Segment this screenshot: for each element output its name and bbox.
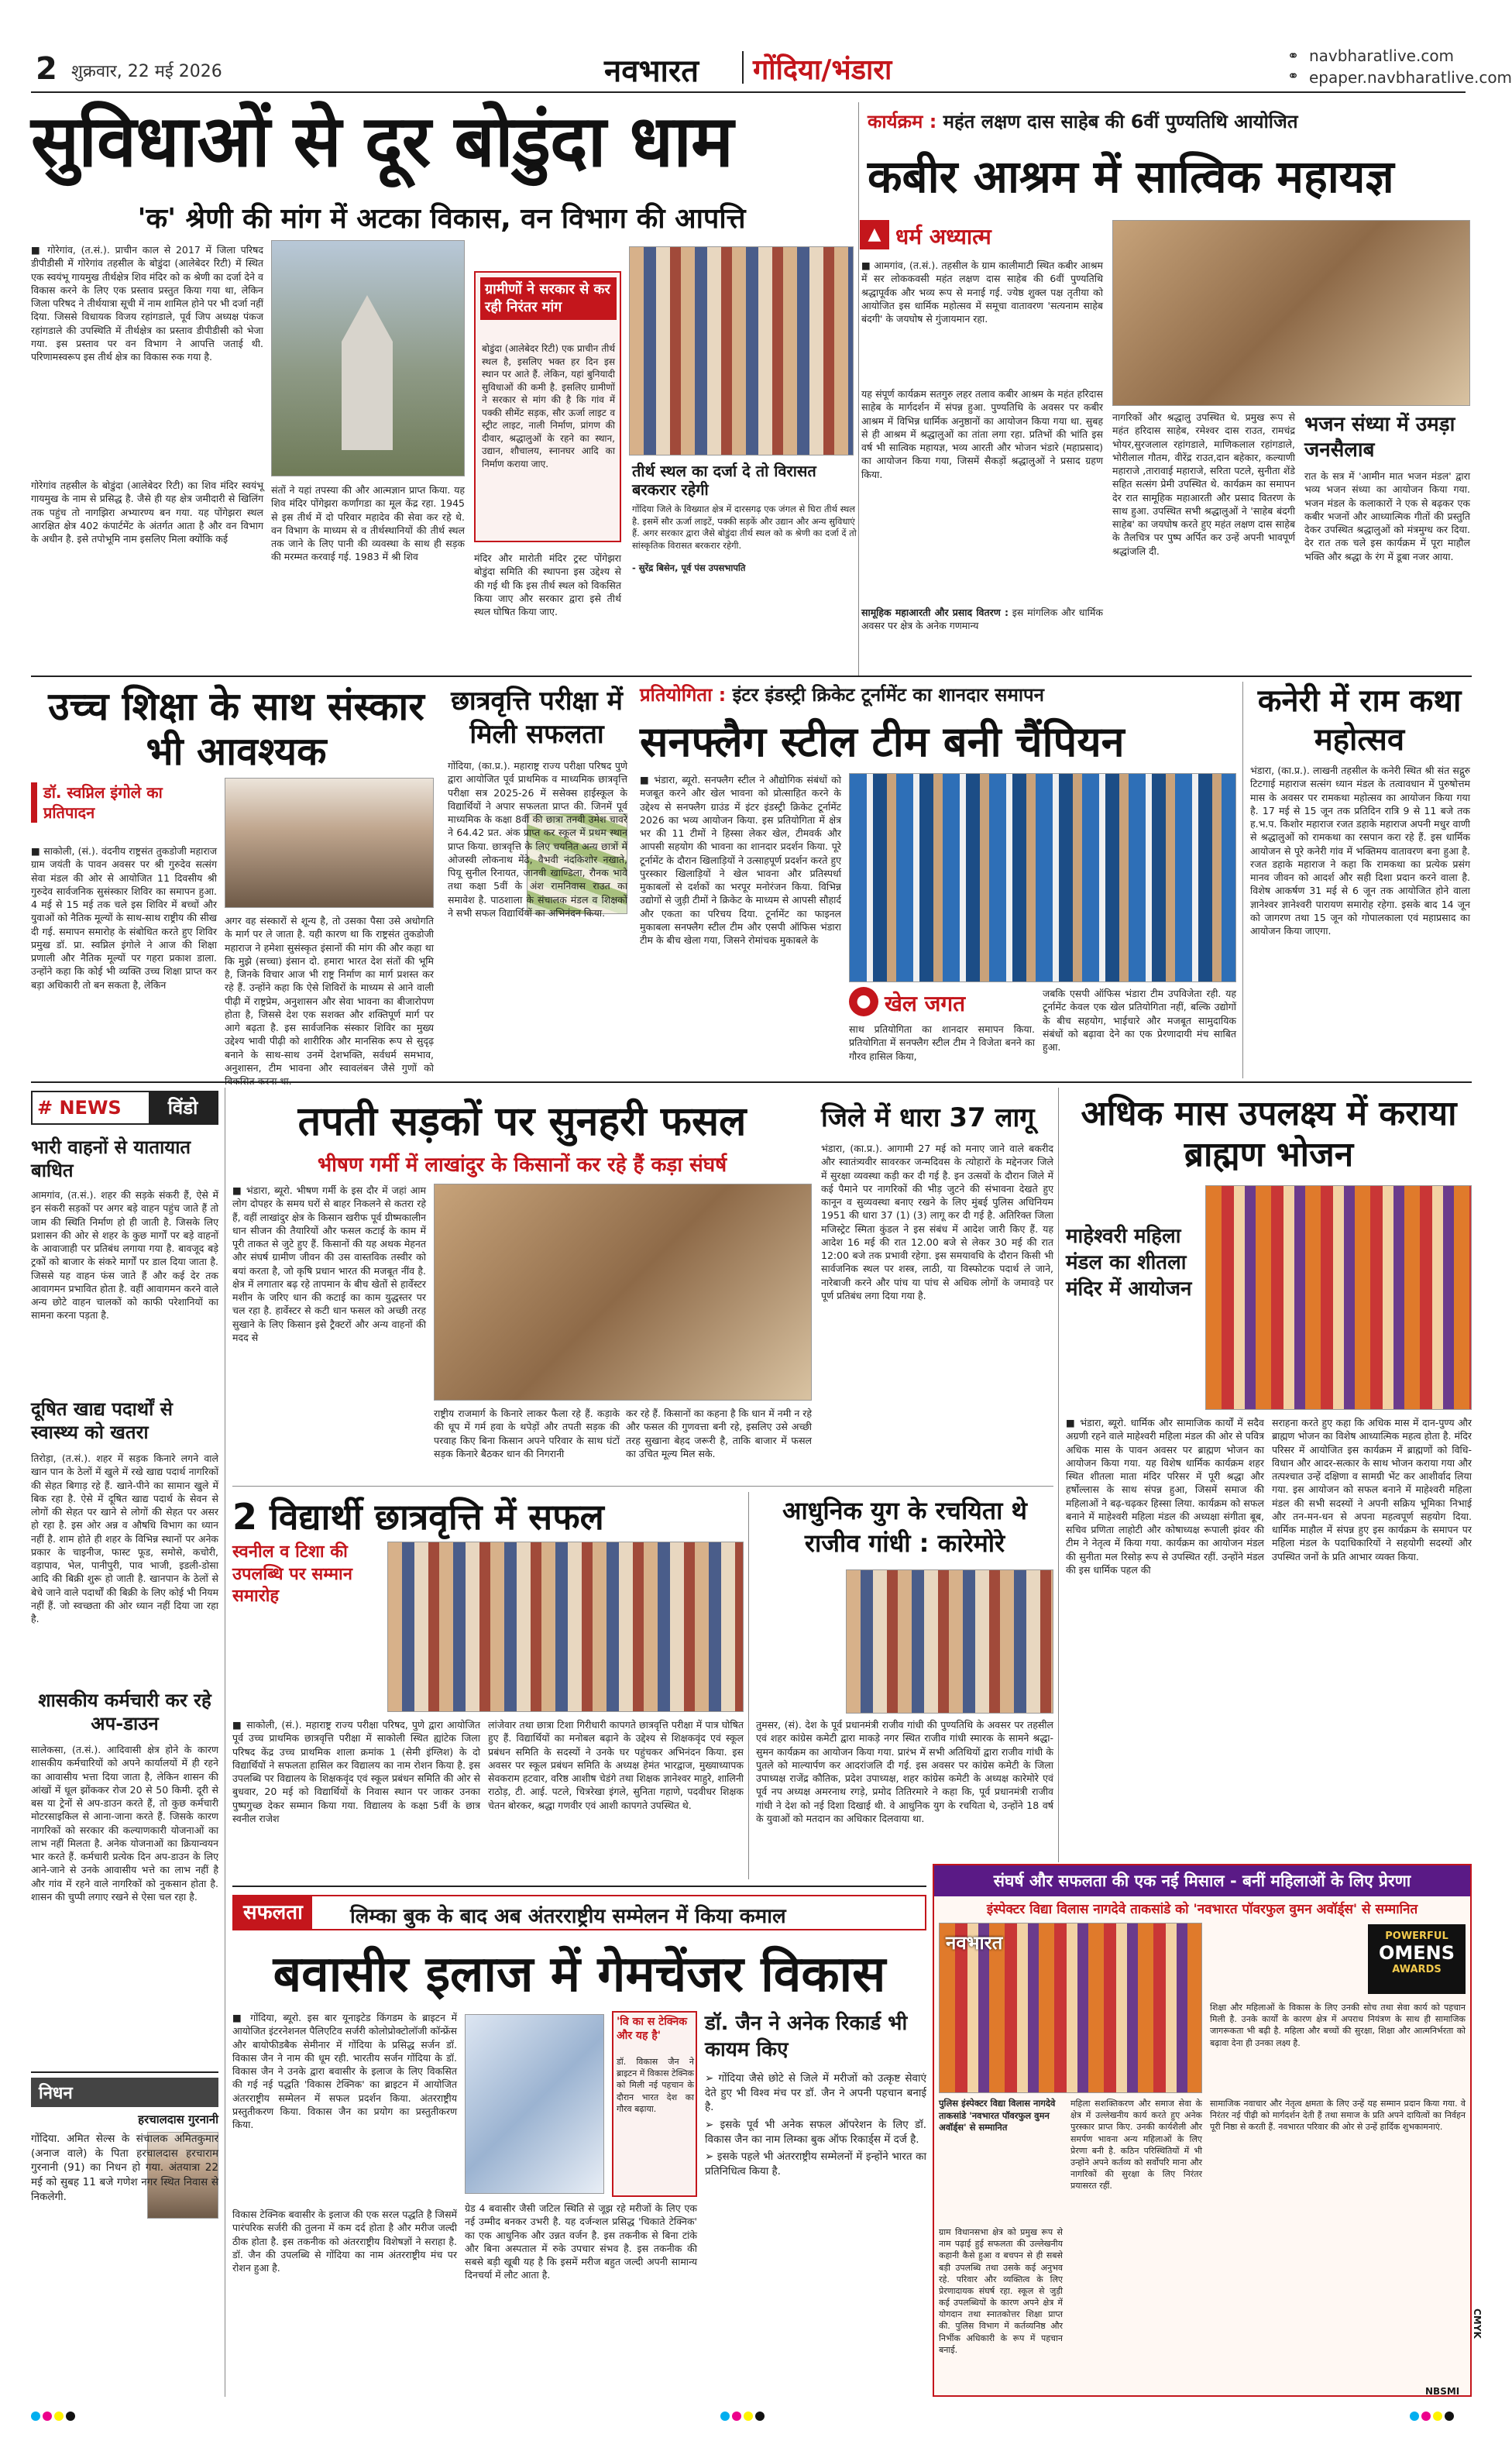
kabir-body-1: ■ आमगांव, (त.सं.). तहसील के ग्राम कालीमाटी स्थित कबीर आश्रम में सर लोककवसी महंत लक्षण दास साहेब की 6वीं पुण्यतिथि श्रद्धापूर्वक और भव्य रूप से मनाई गई. ज्येष्ठ शुक्ल पक्ष तृतीया को आयोजित इस धार्मिक महोत्सव में समूचा वातावरण 'सत्यनाम साहेब बंदगी' के जयघोष से गुंजायमान रहा.	[861, 260, 1103, 325]
epaper-url[interactable]: epaper.navbharatlive.com	[1309, 68, 1512, 87]
award-headline: इंस्पेक्टर विद्या विलास नागदेवे ताकसांडे को 'नवभारत पॉवरफुल वुमन अवॉर्ड्स' से सम्मानित	[986, 1902, 1418, 1917]
news-b2: तिरोड़ा, (त.सं.). शहर में सड़क किनारे लगने वाले खान पान के ठेलों में खुले में रखे खाद्य पदार्थ नागरिकों की सेहत बिगाड़ रहे हैं. खाने-पीने का सामान खुले में बिक रहा है. ऐसे में दूषित खाद्य पदार्थ के सेवन से लोगों की सेहत पर खाने से लोगों की सेहत पर असर हो रहा है. इस ओर अन्न व औषधि विभाग का ध्यान नहीं है. शाम होते ही शहर के विभिन्न स्थानों पर अनेक प्रकार के चाइनीज, फास्ट फूड, समोसे, कचोरी, वड़ापाव, भेल, पानीपुरी, पाव भाजी, इडली-डोसा आदि की बिक्री शुरू हो जाती है. खानपान के ठेलों से बेचे जाने वाले पदार्थों की बिक्री के लिए कोई भी नियम नहीं हैं. जो स्वच्छता की ओर ध्यान नहीं दिया जा रहा है.	[31, 1452, 218, 1624]
cricket-body-2: जबकि एसपी ऑफिस भंडारा टीम उपविजेता रही. यह टूर्नामेंट केवल एक खेल प्रतियोगिता नहीं, बल्कि उद्योगों के बीच सहयोग, भाईचारे और मजबूत सामुदायिक संबंधों को बढ़ावा देने का एक प्रेरणादायी मंच साबित हुआ.	[1043, 988, 1236, 1053]
photo-caption-credit: - सुरेंद्र बिसेन, पूर्व पंस उपसभापति	[632, 562, 746, 573]
lead-body-1: ■ गोरेगांव, (त.सं.). प्राचीन काल से 2017 में जिला परिषद डीपीडीसी में गोरेगांव तहसील के बोडुंदा (आलेबेदर रिटी) में स्थित एक स्वयंभू गायमुख तीर्थक्षेत्र शिव मंदिर को क श्रेणी का दर्जा देने व विकास करने के लिए एक प्रस्ताव प्रस्तुत किया गया था, लेकिन जिला परिषद ने तीर्थयात्रा सूची में नाम शामिल होने पर भी दर्जा नहीं दिया. जिससे विधायक विजय रहांगडाले, पूर्व जिप अध्यक्ष पंकज रहांगडाले की उपस्थिति में तीर्थक्षेत्र का प्रस्ताव डीपीडीसी को भेजा गया. इस प्रस्ताव पर वन विभाग ने आपत्ति जताई थी. परिणामस्वरूप इस तीर्थ क्षेत्र का विकास रुक गया है.	[31, 244, 263, 363]
shiksha-headline: उच्च शिक्षा के साथ संस्कार भी आवश्यक	[48, 684, 424, 774]
kabir-headline: कबीर आश्रम में सात्विक महायज्ञ	[868, 150, 1394, 203]
record-text-2: इसके पूर्व भी अनेक सफल ऑपरेशन के लिए डॉ. विकास जैन का नाम लिम्का बुक ऑफ रिकार्ड्स में दर्ज है.	[705, 2118, 926, 2146]
harvest-body-2: राष्ट्रीय राजमार्ग के किनारे लाकर फैला रहे हैं. कड़ाके की धूप में गर्म हवा के थपेड़ों और तपती सड़क की परवाह किए बिना किसान अपने परिवार के साथ घंटों सड़क किनारे बैठकर धान की निगरानी	[434, 1408, 620, 1459]
obituary-box	[31, 2071, 218, 2381]
records-title: डॉ. जैन ने अनेक रिकार्ड भी कायम किए	[705, 2012, 908, 2061]
harvest-body-1: ■ भंडारा, ब्यूरो. भीषण गर्मी के इस दौर में जहां आम लोग दोपहर के समय घरों से बाहर निकलने से कतरा रहे हैं, वहीं लाखांदुर क्षेत्र के किसान खरीफ पूर्व ग्रीष्मकालीन धान सीजन की तैयारियों और फसल कटाई के काम में पूरी ताकत से जुटे हुए हैं. किसानों की यह अथक मेहनत और संघर्ष ग्रामीण जीवन की उस वास्तविक तस्वीर को बयां करता है, जो कृषि प्रधान भारत की मजबूत नींव है. क्षेत्र में लगातार बढ़ रहे तापमान के बीच खेतों से हार्वेस्टर मशीन के जरिए धान की कटाई का काम युद्धस्तर पर चल रहा है. हार्वेस्टर से कटी धान फसल को अच्छी तरह सुखाने के लिए किसान इसे ट्रैक्टरों और अन्य वाहनों की मदद से	[232, 1184, 426, 1343]
students-body-2: लांजेवार तथा छात्रा टिशा गिरीधारी कापगते छात्रवृत्ति परीक्षा में पात्र घोषित हुए हैं. विद्यार्थियों का मनोबल बढ़ाने के उद्देश्य से शिक्षकवृंद एवं स्कूल प्रबंधन समिति के सदस्यों ने उनके घर पहुंचकर अभिनंदन किया. इस अवसर पर स्कूल प्रबंधन समिति के अध्यक्ष हेमंत भारद्वाज, मुख्याध्यापक सेवकराम हटवार, वरिष्ठ आशीष चेडंगे तथा शिक्षक ज्ञानेश्वर माहुरे, शालिनी राठोड़, टी. आई. पटले, चित्ररेखा इंगले, सुनिता गहाणे, पदवीधर शिक्षक चेतन बोरकर, श्रद्धा गणवीर एवं आशी कापगते उपस्थित थे.	[488, 1719, 744, 1811]
row-rule-1	[31, 676, 1472, 677]
kabir-body-3-text: इस मांगलिक और धार्मिक अवसर पर क्षेत्र के अनेक गणमान्य	[861, 607, 1103, 632]
harvest-body-3: कर रहे हैं. किसानों का कहना है कि धान में नमी न रहे और फसल की गुणवत्ता बनी रहे, इसलिए उसे अच्छी तरह सुखाना बेहद जरूरी है, ताकि बाजार में फसल का उचित मूल्य मिल सके.	[626, 1408, 812, 1459]
black-dot	[66, 2412, 75, 2421]
record-text-3: इसके पहले भी अंतरराष्ट्रीय सम्मेलनों में इन्होंने भारत का प्रतिनिधित्व किया है.	[705, 2150, 926, 2178]
kabir-kicker	[868, 108, 1472, 134]
rajiv-headline: आधुनिक युग के रचयिता थे राजीव गांधी : कारेमोरे	[782, 1496, 1027, 1558]
record-item-1: ➢ गोंदिया जैसे छोटे से जिले में मरीजों को उत्कृष्ट सेवाएं देते हुए भी विश्व मंच पर डॉ. जैन ने अपनी पहचान बनाई है.	[705, 2072, 927, 2114]
award-banner: संघर्ष और सफलता की एक नई मिसाल - बनीं महिलाओं के लिए प्रेरणा	[934, 1865, 1470, 1896]
news-h1: भारी वाहनों से यातायात बाधित	[31, 1136, 191, 1181]
cricket-kicker	[640, 682, 1236, 707]
khel-section-tag	[849, 987, 1019, 1018]
team-photo	[849, 773, 1236, 982]
cyan-dot	[1410, 2412, 1419, 2421]
magenta-dot	[732, 2412, 741, 2421]
page-number: 2	[36, 51, 57, 87]
technique-box-title: 'वि का स टेक्निक और यह है'	[617, 2016, 688, 2042]
section37-body: भंडारा, (का.प्र.). आगामी 27 मई को मनाए जाने वाले बकरीद और स्वातंत्र्यवीर सावरकर जन्मदिवस के त्योहारों के मद्देनजर जिले में सुरक्षा व्यवस्था कड़ी कर दी गई है. इन उत्सवों के दौरान जिले में कई पैमाने पर नागरिकों की भीड़ जुटने की संभावना देखते हुए कानून व सुव्यवस्था बनाए रखने के लिए मुंबई पुलिस अधिनियम 1951 की धारा 37 (1) (3) लागू कर दी गई है. अतिरिक्त जिला मजिस्ट्रेट स्मिता कुंडल ने इस संबंध में आदेश जारी किए हैं. यह आदेश 16 मई की रात 12.00 बजे से लेकर 30 मई की रात 12:00 बजे तक प्रभावी रहेगा. इस समयावधि के दौरान किसी भी सार्वजनिक स्थल पर शस्त्र, लाठी, या विस्फोटक पदार्थ ले जाने, नारेबाजी करने और पांच या पांच से अधिक लोगों के जमावड़े पर पूर्ण प्रतिबंध लगा दिया गया है.	[821, 1143, 1053, 1301]
col-rule	[858, 102, 859, 676]
black-dot	[1445, 2412, 1454, 2421]
students-photo	[387, 1542, 744, 1712]
yellow-dot	[54, 2412, 64, 2421]
records-list	[705, 2071, 926, 2381]
bawasir-tag: सफलता	[234, 1896, 312, 1929]
photo-caption-title: तीर्थ स्थल का दर्जा दे तो विरासत बरकरार रहेगी	[632, 462, 816, 499]
rajiv-body: तुमसर, (सं). देश के पूर्व प्रधानमंत्री राजीव गांधी की पुण्यतिथि के अवसर पर तहसील एवं शहर कांग्रेस कमेटी द्वारा माकड़े नगर स्थित राजीव गांधी स्मारक के सामने श्रद्धा-सुमन कार्यक्रम का आयोजन किया गया. प्रारंभ में सभी अतिथियों द्वारा राजीव गांधी के पुतले को माल्यार्पण कर आदरांजलि दी गई. इस अवसर पर कांग्रेस कमेटी के जिला उपाध्यक्ष राजेंद्र कौतिक, प्रदेश उपाध्यक्ष, शहर कांग्रेस कमेटी के अध्यक्ष कारेमोरे एवं पूर्व नप अध्यक्ष अमरनाथ रगड़े, प्रमोद तितिरमारे ने कहा कि, पूर्व प्रधानमंत्री राजीव गांधी ने देश को नई दिशा दिखाई थी. वे आधुनिक युग के रचयिता थे, उन्होंने 18 वर्ष के युवाओं को मतदान का अधिकार दिलवाया था.	[756, 1719, 1053, 1824]
rajiv-photo	[846, 1569, 1053, 1714]
bhajan-title: भजन संध्या में उमड़ा जनसैलाब	[1304, 413, 1455, 462]
registration-dots-left	[31, 2409, 77, 2424]
students-body-1: ■ साकोली, (सं.). महाराष्ट्र राज्य परीक्षा परिषद, पुणे द्वारा आयोजित पूर्व उच्च प्राथमिक छात्रवृत्ति परीक्षा में साकोली स्थित ह्यांटेक जिला परिषद केंद्र उच्च प्राथमिक शाला क्रमांक 1 (सेमी इंग्लिश) के दो विद्यार्थियों ने सफलता हासिल कर विद्यालय का नाम रोशन किया है. इस उपलब्धि पर विद्यालय के शिक्षकवृंद एवं स्कूल प्रबंधन समिति की ओर से बुधवार, 20 मई को विद्यार्थियों के निवास स्थान पर जाकर उनका पुष्पगुच्छ देकर सम्मान किया गया. विद्यालय के कक्षा 5वीं के छात्र स्वनील राजेश	[232, 1719, 480, 1824]
epaper-icon: ⚭	[1287, 68, 1300, 84]
brahman-headline: अधिक मास उपलक्ष्य में कराया ब्राह्मण भोजन	[1081, 1094, 1457, 1174]
speaker-photo	[225, 778, 434, 908]
globe-icon: ⚭	[1287, 48, 1300, 64]
lead-body-3: संतों ने यहां तपस्या की और आत्मज्ञान प्राप्त किया. यह शिव मंदिर पोंगेझरा कर्णांगडा का मूल केंद्र रहा. 1945 से इस तीर्थ में दो परिवार महादेव की सेवा कर रहे थे. वन विभाग के माध्यम से व तीर्थस्थानियों की तीर्थ स्थल तक जाने के लिए पानी की व्यवस्था के साथ ही सड़क की मरम्मत करवाई गई. 1983 में श्री शिव	[271, 484, 465, 563]
ramkatha-headline: कनेरी में राम कथा महोत्सव	[1257, 683, 1462, 758]
masthead	[31, 40, 1512, 93]
award-logo	[1368, 1924, 1466, 1994]
site-url[interactable]: navbharatlive.com	[1309, 46, 1455, 65]
obituary-text: गोंदिया. अमित सेल्स के संचालक अमितकुमार (अनाज वाले) के पिता हरचालदास हरचाराम गुरनानी (91) का निधन हो गया. अंतयात्रा 22 मई को सुबह 11 बजे गणेश नगर स्थित निवास से निकलेगी.	[31, 2133, 218, 2203]
section37-headline: जिले में धारा 37 लागू	[821, 1102, 1035, 1133]
news-label: # NEWS	[37, 1097, 122, 1119]
temple-shape	[325, 295, 410, 450]
kabir-body-4: नागरिकों और श्रद्धालु उपस्थित थे. प्रमुख रूप से महंत हरिदास साहेब, रमेश्वर दास राउत, रामचंद्र भोयर,सुरजलाल रहांगडाले, माणिकलाल रहांगडाले, भोरीलाल गौतम, वीरेंद्र राउत,दान बहेकार, कल्याणी महाराजे ,तारावाई महाराजे, सरिता पटले, सुनीता शेंडे सहित सत्संग प्रेमी उपस्थित थे. कार्यक्रम का समापन देर रात सामूहिक महाआरती और प्रसाद वितरण के साथ हुआ. उपस्थित सभी श्रद्धालुओं ने 'साहेब बंदगी साहेब' का जयघोष करते हुए महंत लक्षण दास साहेब के तैलचित्र पर पुष्प अर्पित कर उन्हें अपनी भावपूर्ण श्रद्धांजलि दी.	[1112, 411, 1295, 557]
obituary-name: हरचालदास गुरनानी	[138, 2113, 218, 2126]
record-item-3: ➢ इसके पहले भी अंतरराष्ट्रीय सम्मेलनों में इन्होंने भारत का प्रतिनिधित्व किया है.	[705, 2150, 926, 2178]
harvest-photo	[434, 1184, 812, 1401]
brahman-body-2: सराहना करते हुए कहा कि अधिक मास में दान-पुण्य और ब्राह्मण भोजन का विशेष आध्यात्मिक महत्व होता है. मंदिर परिसर में आयोजित इस कार्यक्रम में ब्राह्मणों को विधि-विधान और आदर-सत्कार के साथ भोजन कराया गया और तत्पश्चात उन्हें दक्षिणा व सामग्री भेंट कर आशीर्वाद लिया गया. इस आयोजन को सफल बनाने में माहेश्वरी महिला मंडल की सभी सदस्यों ने अपनी सक्रिय भूमिका निभाई और तन-मन-धन से अपना महत्वपूर्ण सहयोग दिया. धार्मिक माहौल में संपन्न हुए इस कार्यक्रम के समापन पर महिला मंडल के पदाधिकारियों ने सहयोगी सदस्यों और उपस्थित जनों के प्रति आभार व्यक्त किया.	[1272, 1417, 1472, 1562]
dharm-section-label: धर्म अध्यात्म	[895, 224, 991, 249]
magenta-dot	[43, 2412, 52, 2421]
yellow-dot	[744, 2412, 753, 2421]
row-rule-4	[232, 1886, 926, 1887]
row-rule-2	[31, 1081, 1472, 1083]
window-label: विंडो	[149, 1092, 217, 1123]
kabir-body-3-label: सामूहिक महाआरती और प्रसाद वितरण :	[861, 607, 1009, 618]
bawasir-body-1: ■ गोंदिया, ब्यूरो. इस बार यूनाइटेड किंगडम के ब्राइटन में आयोजित इंटरनेशनल पैलिएटिव सर्जरी कोलोप्रोक्टोलॉजी कॉन्फ्रेंस और बायोफीडबैक सेमीनार में गोंदिया के प्रसिद्ध सर्जन डॉ. विकास जैन ने नाम की धूम रही. भारतीय सर्जन गोंदिया के डॉ. विकास जैन ने उनके द्वारा बवासीर के इलाज के लिए विकसित की गई नई पद्धति 'विकास टेक्निक' का ब्राइटन में आयोजित अंतरराष्ट्रीय सम्मेलन में सफल प्रदर्शन किया. अंतरराष्ट्रीय प्रस्तुतीकरण किया. विकास जैन का प्रयोग का प्रस्तुतीकरण किया.	[232, 2012, 457, 2130]
bhajan-text: रात के सत्र में 'आमीन मात भजन मंडल' द्वारा भव्य भजन संध्या का आयोजन किया गया. भजन मंडल के कलाकारों ने एक से बढ़कर एक कबीर भजनों और आध्यात्मिक गीतों की प्रस्तुति देकर उपस्थित श्रद्धालुओं को मंत्रमुग्ध कर दिया. देर रात तक चले इस कार्यक्रम में पूरा माहौल भक्ति और श्रद्धा के रंग में डूबा नजर आया.	[1304, 470, 1470, 562]
students-headline: 2 विद्यार्थी छात्रवृत्ति में सफल	[232, 1496, 604, 1538]
award-photo	[939, 1923, 1202, 2093]
cricket-headline: सनफ्लैग स्टील टीम बनी चैंपियन	[640, 717, 1125, 766]
award-logo-line3: AWARDS	[1392, 1964, 1442, 1975]
award-logo-line2: OMENS	[1378, 1942, 1455, 1964]
record-item-2: ➢ इसके पूर्व भी अनेक सफल ऑपरेशन के लिए डॉ. विकास जैन का नाम लिम्का बुक ऑफ रिकार्ड्स में दर्ज है.	[705, 2118, 926, 2146]
news-b1: आमगांव, (त.सं.). शहर की सड़के संकरी हैं, ऐसे में इन संकरी सड़कों पर अगर बड़े वाहन पहुंच जाते हैं तो जाम की स्थिति निर्माण हो ही जाती है. जिसके लिए प्रशासन की ओर से शहर के कुछ मार्गों पर बड़े वाहनों के आवाजाही पर प्रतिबंध लगाया गया है. बावजूद बड़े ट्रकों को बाजार के संकरे मार्गों पर डाल दिया जाता है. जिससे यह वाहन फंस जाते हैं और कई देर तक आवागमन प्रभावित होता है. वहीं आवागमन करने वाले अन्य छोटे वाहन चालकों को काफी परेशानियों का सामना करना पड़ता है.	[31, 1189, 218, 1322]
bawasir-body-3: ग्रेड 4 बवासीर जैसी जटिल स्थिति से जूझ रहे मरीजों के लिए एक नई उम्मीद बनकर उभरी है. यह दर्जन्शल प्रसिद्ध 'चिकाते टेक्निक' का एक आधुनिक और उन्नत वर्जन है. इस तकनीक से बिना टांके और बिना अस्पताल में रुके उपचार संभव है. इस तकनीक की सबसे बड़ी खूबी यह है कि इसमें मरीज बहुत जल्दी अपनी सामान्य दिनचर्या में लौट आता है.	[465, 2202, 697, 2281]
col-rule-2	[1242, 682, 1243, 1078]
cmyk-label: CMYK	[1472, 2308, 1483, 2339]
yellow-dot	[1433, 2412, 1442, 2421]
bawasir-headline: बवासीर इलाज में गेमचेंजर विकास	[273, 1946, 886, 2003]
lead-body-4: मंदिर और मारोती मंदिर ट्रस्ट पोंगेझरा बोडुंदा समिति की स्थापना इस उद्देश्य से की गई थी कि इस तीर्थ स्थल को विकसित किया जाए और सरकार द्वारा इसे तीर्थ स्थल घोषित किया जाए.	[474, 552, 621, 617]
technique-box-text: डॉ. विकास जैन ने ब्राइटन में विकास टेक्निक को मिली नई पहचान के दौरान भारत देश का गौरव बढ़ाया.	[617, 2057, 694, 2114]
lead-subheadline: 'क' श्रेणी की मांग में अटका विकास, वन विभाग की आपत्ति	[137, 203, 746, 235]
bawasir-body-2: विकास टेक्निक बवासीर के इलाज की एक सरल पद्धति है जिसमें पारंपरिक सर्जरी की तुलना में कम दर्द होता है और मरीज जल्दी ठीक होता है. इस तकनीक को अंतरराष्ट्रीय विशेषज्ञों ने सराहा है. डॉ. जैन की उपलब्धि से गोंदिया का नाम अंतरराष्ट्रीय मंच पर रोशन हुआ है.	[232, 2209, 457, 2274]
award-logo-line1: POWERFUL	[1385, 1930, 1448, 1942]
kabir-kicker-text: महंत लक्षण दास साहेब की 6वीं पुण्यतिथि आयोजित	[943, 111, 1298, 132]
scholarship-headline: छात्रवृत्ति परीक्षा में मिली सफलता	[451, 686, 623, 750]
edition-name: गोंदिया/भंडारा	[753, 54, 892, 86]
technique-box	[612, 2011, 697, 2197]
registration-dots-center	[720, 2409, 767, 2424]
brahman-body-1: ■ भंडारा, ब्यूरो. धार्मिक और सामाजिक कार्यों में सदैव अग्रणी रहने वाले माहेश्वरी महिला मंडल की ओर से पवित्र अधिक मास के पावन अवसर पर ब्राह्मण भोजन का आयोजन किया गया. यह विशेष धार्मिक कार्यक्रम शहर स्थित शीतला माता मंदिर परिसर में पूरी श्रद्धा और हर्षोल्लास के साथ संपन्न हुआ, जिसमें समाज की महिलाओं ने बढ़-चढ़कर हिस्सा लिया. कार्यक्रम को सफल बनाने में माहेश्वरी महिला मंडल की अध्यक्षा संगीता बूब, सचिव प्रणिता लाहोटी और कोषाध्यक्ष रूपाली झंवर की टीम ने नेतृत्व में किया गया. कार्यक्रम का आयोजन मंडल की सुनीता मल रिसोड़ रूप से उपस्थित रहीं. उन्होंने मंडल की इस धार्मिक पहल की	[1066, 1417, 1264, 1576]
row-rule-3	[232, 1486, 1053, 1487]
shiksha-body-1: ■ साकोली, (सं.). वंदनीय राष्ट्रसंत तुकडोजी महाराज ग्राम जयंती के पावन अवसर पर श्री गुरुदेव सत्संग सेवा मंडल की ओर से आयोजित 11 दिवसीय श्री गुरुदेव सार्वजनिक सुसंस्कार शिविर का समापन हुआ. 4 मई से 15 मई तक चले इस शिविर में बच्चों और युवाओं को नैतिक मूल्यों के साथ-साथ राष्ट्रीय की सीख दी गई. समापन समारोह के संबोधित करते हुए शिविर प्रमुख डॉ. प्रा. स्वप्निल इंगोले ने आज की शिक्षा प्रणाली और नैतिक मूल्यों पर गहरा प्रकाश डाला. उन्होंने कहा कि कोई भी व्यक्ति उच्च शिक्षा प्राप्त कर बड़ा अधिकारी तो बन सकता है, लेकिन	[31, 845, 217, 991]
temple-photo	[271, 240, 465, 476]
demand-box-text: बोडुंदा (आलेबेदर रिटी) एक प्राचीन तीर्थ स्थल है, इसलिए भक्त हर दिन इस स्थान पर आते हैं. लेकिन, यहां बुनियादी सुविधाओं की कमी है. इसलिए ग्रामीणों ने सरकार से मांग की है कि गांव में पक्की सीमेंट सड़क, सौर ऊर्जा लाइट व स्ट्रीट लाइट, नाली निर्माण, प्रांगण की दीवार, श्रद्धालुओं के रहने का स्थान, उद्यान, शौचालय, स्नानघर आदि का निर्माण कराया जाए.	[482, 343, 615, 469]
award-col-3: शिक्षा और महिलाओं के विकास के लिए उनकी सोच तथा सेवा कार्य को पहचान मिली है. उनके कार्यों के कारण क्षेत्र में अपराध नियंत्रण के साथ ही सामाजिक जागरूकता भी बढ़ी है. महिला और बच्चों की सुरक्षा, शिक्षा और आत्मनिर्भरता को बढ़ावा देना ही उनका लक्ष्य है.	[1210, 2002, 1466, 2048]
cricket-ball-icon: ●	[849, 987, 878, 1016]
footer-code: NBSMI	[1425, 2386, 1460, 2397]
award-col-1: ग्राम विधानसभा क्षेत्र को प्रमुख रूप से नाम पढ़ाई हुई सफलता की उल्लेखनीय कहानी कैसे हुआ व बचपन से ही सबसे बड़ी उपलब्धि तथा उसके कई अनुभव रहे. परिवार और व्यक्तित्व के लिए प्रेरणादायक संघर्ष रहा. स्कूल से जुड़ी कई उपलब्धियों के कारण अपने क्षेत्र में योगदान तथा स्नातकोत्तर शिक्षा प्राप्त की. पुलिस विभाग में कर्तव्यनिष्ठ और निर्भीक अधिकारी के रूप में पहचान बनाई.	[939, 2227, 1063, 2355]
cricket-kicker-text: इंटर इंडस्ट्री क्रिकेट टूर्नामेंट का शानदार समापन	[732, 684, 1045, 706]
award-brand-tag: नवभारत	[946, 1932, 1003, 1954]
lead-headline: सुविधाओं से दूर बोडुंदा धाम	[31, 100, 734, 183]
lamp-icon: ▲	[860, 220, 889, 249]
cricket-body-3: साथ प्रतियोगिता का शानदार समापन किया. प्रतियोगिता में सनफ्लैग स्टील टीम ने विजेता बनने का गौरव हासिल किया,	[849, 1023, 1035, 1062]
cricket-body-1: ■ भंडारा, ब्यूरो. सनफ्लैग स्टील ने औद्योगिक संबंधों को मजबूत करने और खेल भावना को प्रोत्साहित करने के उद्देश्य से सनफ्लैग ग्राउंड में इंटर इंडस्ट्री क्रिकेट टूर्नामेंट 2026 का भव्य आयोजन किया. इस प्रतियोगिता में क्षेत्र भर की 11 टीमों ने हिस्सा लेकर खेल, टीमवर्क और आपसी सहयोग की भावना का शानदार प्रदर्शन किया. पूरे टूर्नामेंट के दौरान खिलाड़ियों ने उत्साहपूर्ण प्रदर्शन करते हुए पुरस्कार खिलाड़ियों ने खेल भावना और प्रतिस्पर्धा मुकाबलों से दर्शकों का भरपूर मनोरंजन किया. विभिन्न उद्योगों से जुड़ी टीमों ने क्रिकेट के माध्यम से आपसी सौहार्द और एकता का परिचय दिया. टूर्नामेंट का फाइनल मुकाबला सनफ्लैग स्टील टीम और एसपी ऑफिस भंडारा टीम के बीच खेला गया, जिसने रोमांचक मुकाबले के	[640, 774, 841, 946]
khel-section-label: खेल जगत	[885, 991, 966, 1016]
bawasir-kicker	[232, 1895, 926, 1930]
obituary-label: निधन	[31, 2078, 218, 2107]
doctor-photo	[465, 2014, 604, 2194]
bawasir-kicker-text: लिम्का बुक के बाद अब अंतरराष्ट्रीय सम्मेलन में किया कमाल	[350, 1905, 786, 1928]
page-date: शुक्रवार, 22 मई 2026	[71, 62, 222, 81]
cricket-kicker-label: प्रतियोगिता :	[640, 684, 727, 706]
award-col-2: महिला सशक्तिकरण और समाज सेवा के क्षेत्र में उल्लेखनीय कार्य करते हुए अनेक पुरस्कार प्राप्त किए. उनकी कार्यशैली और समर्पण भावना अन्य महिलाओं के लिए प्रेरणा बनी है. कठिन परिस्थितियों में भी उन्होंने अपने कर्तव्य को सर्वोपरि माना और नागरिकों की सुरक्षा के लिए निरंतर प्रयासरत रहीं.	[1070, 2099, 1202, 2192]
brand-divider	[742, 51, 744, 84]
brahman-photo-caption: माहेश्वरी महिला मंडल का शीतला मंदिर में आयोजन	[1066, 1225, 1192, 1301]
award-col-4: सामाजिक नवाचार और नेतृत्व क्षमता के लिए उन्हें यह सम्मान प्रदान किया गया. वे निरंतर नई पीढ़ी को मार्गदर्शन देती हैं तथा समाज के प्रति अपने दायित्वों का निर्वहन पूरी निष्ठा से करती हैं. नवभारत परिवार की ओर से उन्हें हार्दिक शुभकामनाएं.	[1210, 2099, 1466, 2133]
news-h3: शासकीय कर्मचारी कर रहे अप-डाउन	[38, 1690, 211, 1734]
students-subheadline: स्वनील व टिशा की उपलब्धि पर सम्मान समारोह	[232, 1542, 352, 1607]
photo-caption-text: गोंदिया जिले के विख्यात क्षेत्र में दारसगढ़ एक जंगल से घिरा तीर्थ स्थल है. इसमें सौर ऊर्जा लाइटें, पक्की सड़कें और उद्यान और अन्य सुविधाएं हैं. अगर सरकार द्वारा जैसे बोडुंदा तीर्थ स्थल को क श्रेणी का दर्जा दें तो सांस्कृतिक विरासत बरकरार रहेगी.	[632, 504, 857, 551]
brand-logo[interactable]: नवभारत	[604, 53, 699, 89]
black-dot	[755, 2412, 765, 2421]
col-rule-4	[1058, 1088, 1059, 1862]
cyan-dot	[31, 2412, 40, 2421]
devotees-photo	[629, 246, 854, 456]
brahman-photo	[1205, 1185, 1472, 1410]
record-text-1: गोंदिया जैसे छोटे से जिले में मरीजों को उत्कृष्ट सेवाएं देते हुए भी विश्व मंच पर डॉ. जैन ने अपनी पहचान बनाई है.	[705, 2072, 927, 2114]
ramkatha-body: भंडारा, (का.प्र.). लाखनी तहसील के कनेरी स्थित श्री संत सद्गुरु टिटगाई महाराज सत्संग ध्यान मंडल के तत्वावधान में पुरुषोत्तम मास के अवसर पर रामकथा महोत्सव का आयोजन किया गया है. 17 मई से 15 जून तक प्रतिदिन रात्रि 9 से 11 बजे तक ह.भ.प. किशोर महाराज रजत डहाके महाराज अपनी मधुर वाणी से श्रद्धालुओं को रामकथा का रसपान करा रहे हैं. इस धार्मिक आयोजन से पूरे कनेरी गांव में भक्तिमय वातावरण बना हुआ है. रजत डहाके महाराज ने कहा कि रामकथा का प्रत्येक प्रसंग मानव जीवन को आदर्श और सही दिशा प्रदान करने वाला है. विशेष आकर्षण 31 मई से 6 जून तक आयोजित होने वाला ज्ञानेश्वर ज्ञानेश्वरी पारायण समारोह रहेगा. इसके बाद 14 जून को जागरण तथा 15 जून को गोपालकाला एवं महाप्रसाद का आयोजन किया जाएगा.	[1250, 765, 1470, 937]
news-b3: सालेकसा, (त.सं.). आदिवासी क्षेत्र होने के कारण शासकीय कर्मचारियों को अपने कार्यालयों में ही रहने का आवासीय भत्ता दिया जाता है, लेकिन शासन की आंखों में धूल झोंककर रोज 20 से 50 किमी. दूरी से बस या ट्रेनों से अप-डाउन करते हैं, तो कुछ कर्मचारी मोटरसाइकिल से आना-जाना करते हैं. जिसके कारण नागरिकों को सरकार की कल्याणकारी योजनाओं का लाभ नहीं मिलता है. अनेक योजनाओं का क्रियान्वयन भार करते हैं. कर्मचारी प्रत्येक दिन अप-डाउन के लिए आने-जाने से उनके आवासीय भत्ते का लाभ नहीं है और गांव में रहने वाले नागरिकों को नुकसान होता है. शासन की चुप्पी लगाए रखने से ऐसा चल रहा है.	[31, 1744, 218, 1903]
harvest-headline: तपती सड़कों पर सुनहरी फसल	[297, 1098, 747, 1145]
magenta-dot	[1421, 2412, 1431, 2421]
lead-body-2: गोरेगांव तहसील के बोडुंदा (आलेबेदर रिटी) का शिव मंदिर स्वयंभू गायमुख के नाम से प्रसिद्ध है. जैसे ही यह क्षेत्र जमीदारी से खिलिंग तक पहुंच तो नागझिरा अभ्यारण्य बन गया. यह पोंगेझरा स्थल आरक्षित क्षेत्र 402 कंपार्टमेंट के अंतर्गत आता है और वन विभाग के अधीन है. इसे तपोभूमि नाम इसलिए मिला क्योंकि कई	[31, 480, 263, 545]
kabir-body-2: यह संपूर्ण कार्यक्रम सतगुरु लहर तलाव कबीर आश्रम के महंत हरिदास साहेब के मार्गदर्शन में संपन्न हुआ. पुण्यतिथि के अवसर पर कबीर आश्रम में विभिन्न धार्मिक अनुष्ठानों का आयोजन किया गया था. सुबह से ही आश्रम में श्रद्धालुओं का तांता लगा रहा. प्रतिभों की भांति इस वर्ष भी सात्विक महायज्ञ, भव्य आरती और भोजन भंडारे (महाप्रसाद) का आयोजन किया गया, जिसमें सैकड़ों श्रद्धालुओं ने प्रसाद ग्रहण किया.	[861, 388, 1103, 480]
award-panel	[933, 1864, 1472, 2397]
scholarship-body: गोंदिया, (का.प्र.). महाराष्ट्र राज्य परीक्षा परिषद पुणे द्वारा आयोजित पूर्व प्राथमिक व माध्यमिक छात्रवृत्ति परीक्षा सत्र 2025-26 में ससेक्स हाईस्कूल के विद्यार्थियों ने अपार सफलता प्राप्त की. जिनमें पूर्व माध्यमिक के कक्षा 8वीं की छात्रा तनवी उमेश चावरे ने 64.42 प्रत. अंक प्राप्त कर स्कूल में प्रथम स्थान प्राप्त किया. छात्रवृत्ति के लिए चयनित अन्य छात्रों में ओजस्वी लोकनाथ मेंढे, वैभवी नंदकिशोर नखाते, पियू सुनील रिनायत, जानवी खाण्डिला, रौनक भावे तथा कक्षा 5वीं के अंश रामनिवास राउत का समावेश है. पाठशाला के संचालक मंडल व शिक्षकों ने सभी सफल विद्यार्थियों का अभिनंदन किया.	[448, 760, 627, 919]
yagna-photo	[1112, 220, 1470, 406]
award-photo-caption: पुलिस इंस्पेक्टर विद्या विलास नागदेवे ताकसांडे 'नवभारत पॉवरफुल वुमन अवॉर्ड्स' से सम्मानित	[939, 2098, 1056, 2133]
kabir-kicker-label: कार्यक्रम :	[868, 111, 937, 132]
cyan-dot	[720, 2412, 730, 2421]
news-window-label	[31, 1091, 218, 1125]
col-rule-5	[748, 1492, 749, 1879]
dharm-section-tag	[860, 220, 1092, 251]
demand-box	[474, 271, 621, 542]
shiksha-body-2: अगर वह संस्कारों से शून्य है, तो उसका पैसा उसे अधोगति के मार्ग पर ले जाता है. यही कारण था कि राष्ट्रसंत तुकडोजी महाराज ने हमेशा सुसंस्कृत इंसानों की मांग की और कहा था कि मुझे (सच्चा) इंसान दो. हमारा भारत देश संतों की भूमि है, जिनके विचार आज भी राष्ट्र निर्माण का मार्ग प्रशस्त कर रहे हैं. उन्होंने कहा कि ऐसे शिविरों के माध्यम से आने वाली पीढ़ी में राष्ट्रप्रेम, अनुशासन और सेवा भावना का बीजारोपण होता है, जिससे देश एक सशक्त और शक्तिपूर्ण मार्ग पर आगे बढ़ता है. इस सार्वजनिक संस्कार शिविर का मुख्य उद्देश्य भावी पीढ़ी को शारीरिक और मानसिक रूप से सुदृढ़ बनाने के साथ-साथ उनमें देशभक्ति, सर्वधर्म समभाव, अनुशासन, टीम भावना और स्वावलंबन जैसे गुणों को	[225, 915, 434, 1074]
demand-box-title: ग्रामीणों ने सरकार से कर रही निरंतर मांग	[480, 277, 617, 320]
shiksha-byline: डॉ. स्वप्निल इंगोले का प्रतिपादन	[31, 782, 217, 823]
news-h2: दूषित खाद्य पदार्थों से स्वास्थ्य को खतरा	[31, 1398, 173, 1443]
harvest-subheadline: भीषण गर्मी में लाखांदुर के किसानों कर रहे हैं कड़ा संघर्ष	[317, 1153, 727, 1177]
registration-dots-right	[1410, 2409, 1456, 2424]
kabir-body-3	[861, 606, 1103, 672]
